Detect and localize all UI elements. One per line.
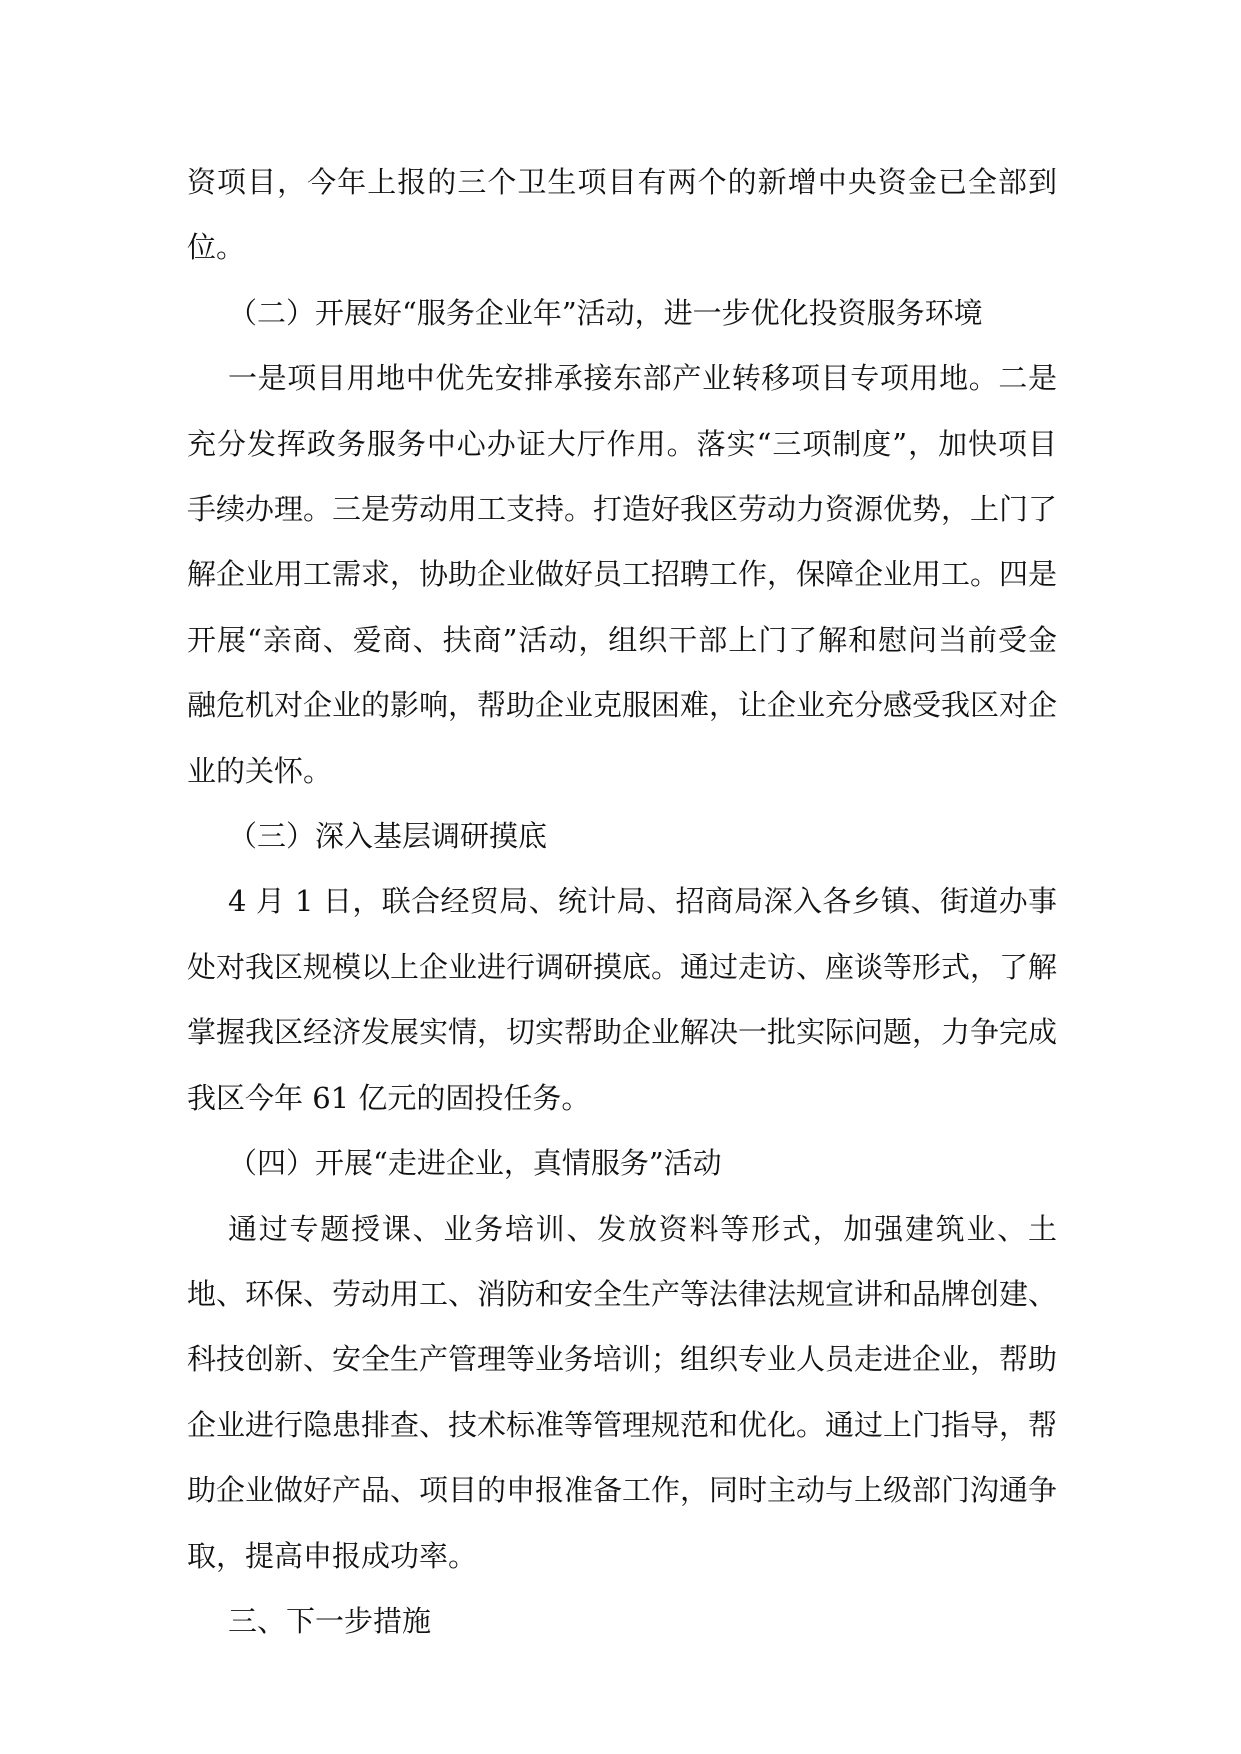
document-body bbox=[187, 150, 1057, 1654]
section-heading-2: （二）开展好“服务企业年”活动，进一步优化投资服务环境 bbox=[228, 295, 983, 330]
section-heading-3: （三）深入基层调研摸底 bbox=[228, 819, 548, 854]
section-heading-4: （四）开展“走进企业，真情服务”活动 bbox=[228, 1146, 722, 1181]
paragraph-service-measures: 一是项目用地中优先安排承接东部产业转移项目专项用地。二是充分发挥政务服务中心办证大厅作用。落实“三项制度”，加快项目手续办理。三是劳动用工支持。打造好我区劳动力资源优势，上门了解企业用工需求，协助企业做好员工招聘工作，保障企业用工。四是开展“亲商、爱商、扶商”活动，组织干部上门了解和慰问当前受金融危机对企业的影响，帮助企业克服困难，让企业充分感受我区对企业的关怀。 bbox=[187, 361, 1058, 788]
section-heading-next-steps: 三、下一步措施 bbox=[228, 1603, 432, 1638]
paragraph-field-research: 4 月 1 日，联合经贸局、统计局、招商局深入各乡镇、街道办事处对我区规模以上企业进行调研摸底。通过走访、座谈等形式，了解掌握我区经济发展实情，切实帮助企业解决一批实际问题，力争完成我区今年 61 亿元的固投任务。 bbox=[187, 884, 1058, 1115]
paragraph-continuation: 资项目，今年上报的三个卫生项目有两个的新增中央资金已全部到位。 bbox=[187, 165, 1057, 265]
paragraph-enterprise-service: 通过专题授课、业务培训、发放资料等形式，加强建筑业、土地、环保、劳动用工、消防和安全生产等法律法规宣讲和品牌创建、科技创新、安全生产管理等业务培训；组织专业人员走进企业，帮助企业进行隐患排查、技术标准等管理规范和优化。通过上门指导，帮助企业做好产品、项目的申报准备工作，同时主动与上级部门沟通争取，提高申报成功率。 bbox=[187, 1211, 1058, 1573]
